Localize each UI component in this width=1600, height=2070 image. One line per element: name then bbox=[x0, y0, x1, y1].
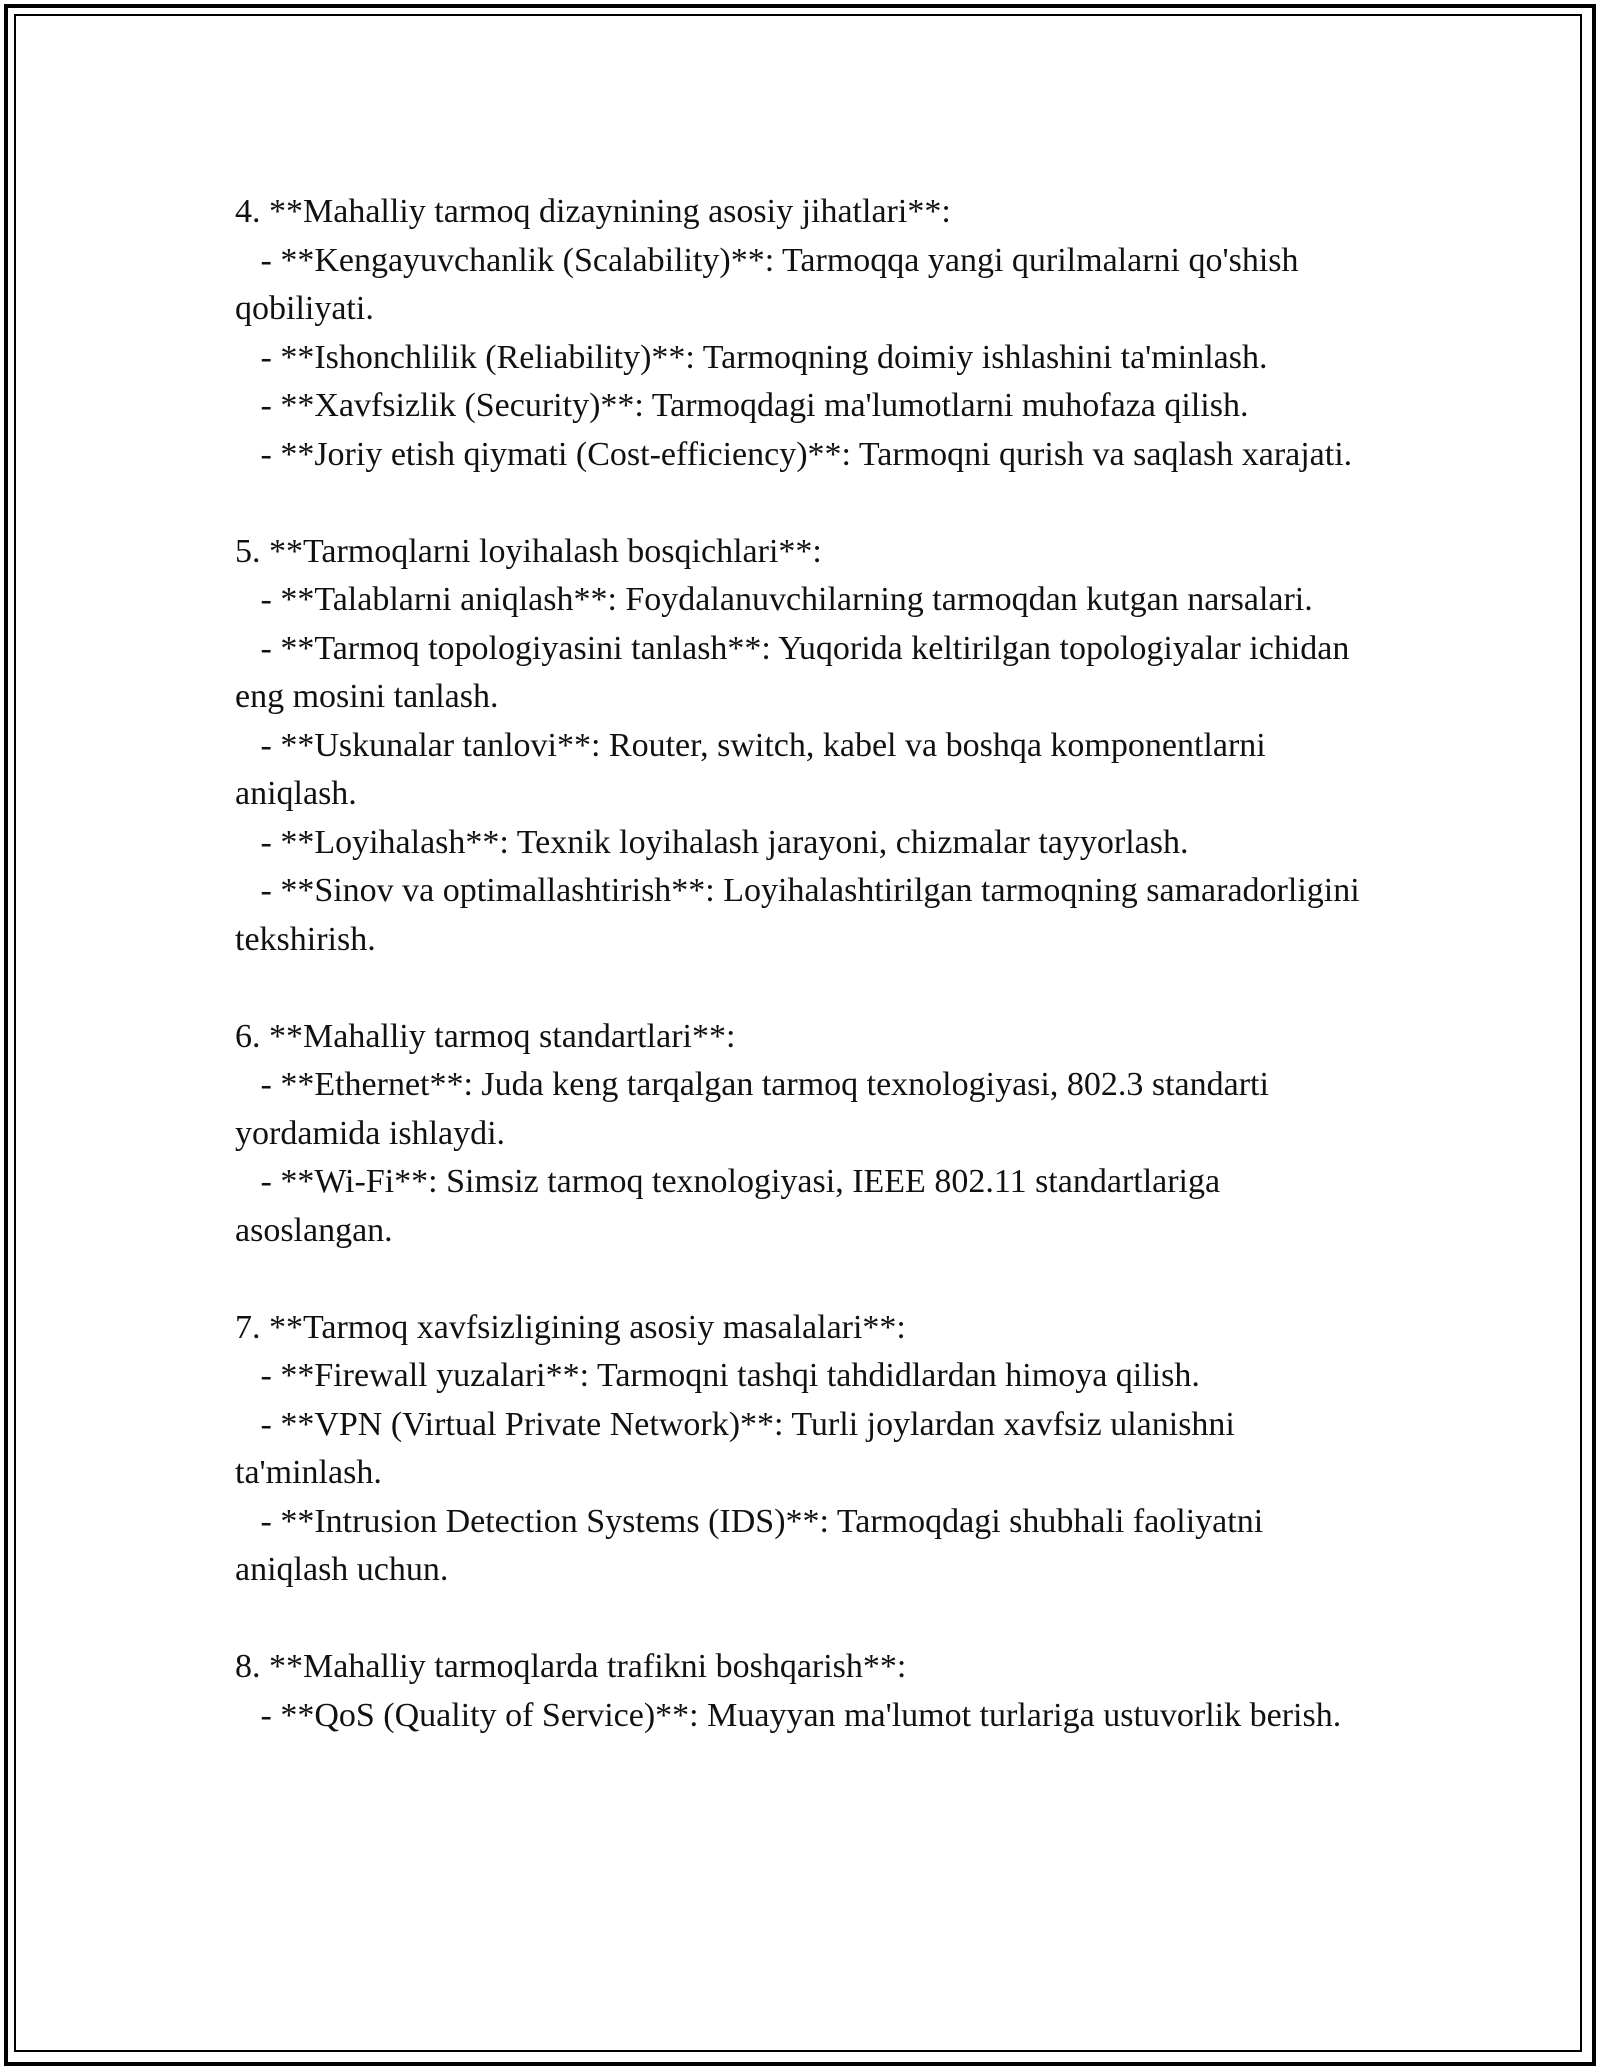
list-item: - **Loyihalash**: Texnik loyihalash jarayoni, chizmalar tayyorlash. bbox=[235, 823, 1189, 861]
section-4 bbox=[235, 188, 1365, 479]
list-item: - **Tarmoq topologiyasini tanlash**: Yuqorida keltirilgan topologiyalar ichidan eng mosini tanlash. bbox=[235, 629, 1358, 715]
section-5 bbox=[235, 528, 1369, 965]
section-heading: 5. **Tarmoqlarni loyihalash bosqichlari**: bbox=[235, 532, 822, 570]
list-item: - **Uskunalar tanlovi**: Router, switch, kabel va boshqa komponentlarni aniqlash. bbox=[235, 726, 1275, 812]
section-8 bbox=[235, 1643, 1365, 1740]
section-heading: 8. **Mahalliy tarmoqlarda trafikni boshqarish**: bbox=[235, 1648, 907, 1685]
section-heading: 4. **Mahalliy tarmoq dizaynining asosiy jihatlari**: bbox=[235, 193, 951, 230]
list-item: - **VPN (Virtual Private Network)**: Turli joylardan xavfsiz ulanishni ta'minlash. bbox=[235, 1405, 1244, 1491]
list-item: - **Ishonchlilik (Reliability)**: Tarmoqning doimiy ishlashini ta'minlash. bbox=[235, 338, 1268, 376]
list-item: - **Joriy etish qiymati (Cost-efficiency)**: Tarmoqni qurish va saqlash xarajati. bbox=[235, 435, 1353, 473]
section-6 bbox=[235, 1013, 1365, 1256]
list-item: - **QoS (Quality of Service)**: Muayyan ma'lumot turlariga ustuvorlik berish. bbox=[235, 1696, 1342, 1734]
section-7 bbox=[235, 1304, 1365, 1595]
list-item: - **Xavfsizlik (Security)**: Tarmoqdagi ma'lumotlarni muhofaza qilish. bbox=[235, 387, 1249, 424]
document-body bbox=[235, 188, 1369, 1789]
list-item: - **Kengayuvchanlik (Scalability)**: Tarmoqqa yangi qurilmalarni qo'shish qobiliyati. bbox=[235, 241, 1307, 327]
list-item: - **Firewall yuzalari**: Tarmoqni tashqi tahdidlardan himoya qilish. bbox=[235, 1357, 1200, 1394]
section-heading: 6. **Mahalliy tarmoq standartlari**: bbox=[235, 1017, 736, 1055]
list-item: - **Talablarni aniqlash**: Foydalanuvchilarning tarmoqdan kutgan narsalari. bbox=[235, 581, 1313, 618]
section-heading: 7. **Tarmoq xavfsizligining asosiy masalalari**: bbox=[235, 1308, 906, 1346]
list-item: - **Ethernet**: Juda keng tarqalgan tarmoq texnologiyasi, 802.3 standarti yordamida ishlaydi. bbox=[235, 1066, 1278, 1152]
list-item: - **Sinov va optimallashtirish**: Loyihalashtirilgan tarmoqning samaradorligini tekshirish. bbox=[235, 872, 1369, 958]
list-item: - **Wi-Fi**: Simsiz tarmoq texnologiyasi, IEEE 802.11 standartlariga asoslangan. bbox=[235, 1163, 1229, 1249]
list-item: - **Intrusion Detection Systems (IDS)**: Tarmoqdagi shubhali faoliyatni aniqlash uchun. bbox=[235, 1502, 1272, 1588]
